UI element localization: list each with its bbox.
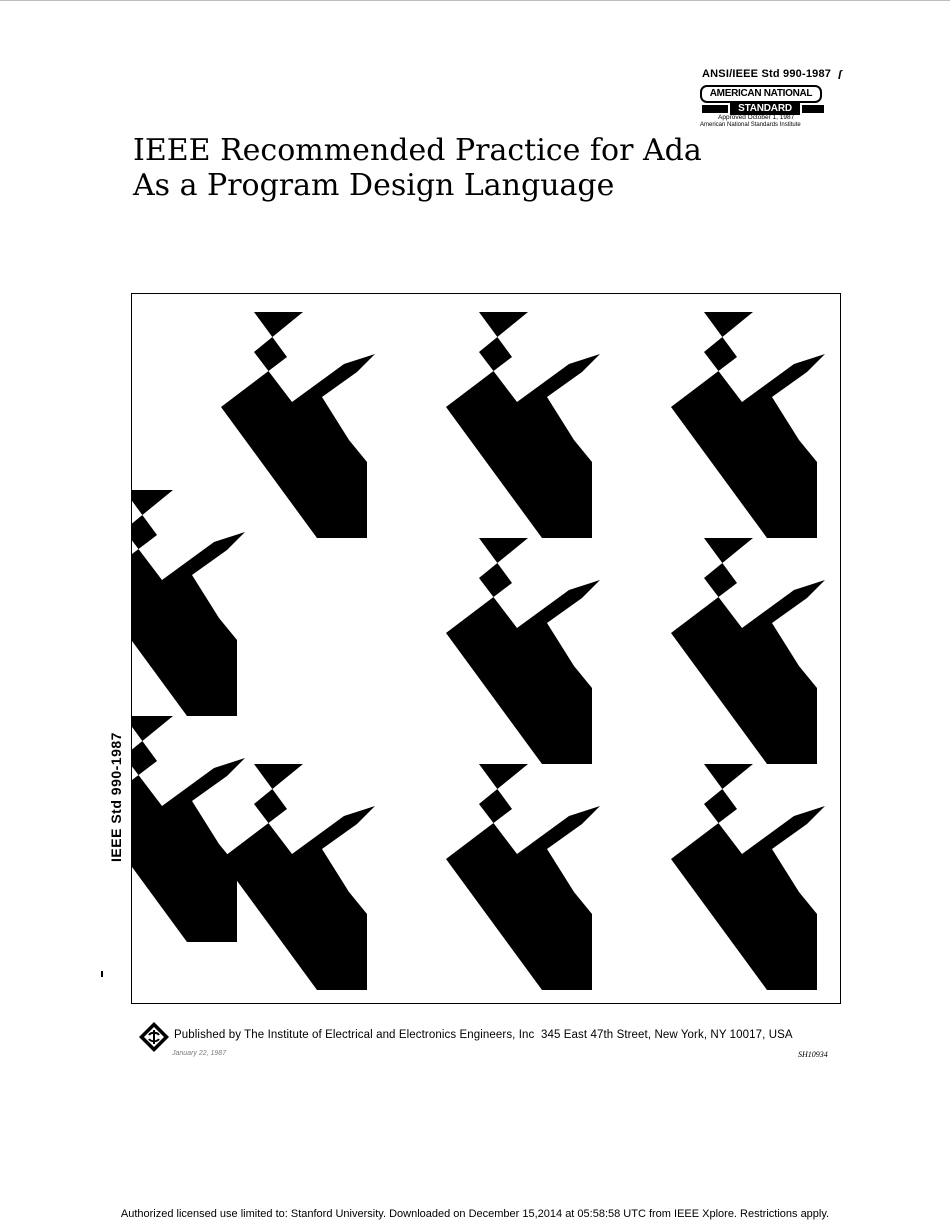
publisher-address: 345 East 47th Street, New York, NY 10017, USA	[541, 1029, 793, 1041]
spine-text: IEEE Std 990-1987	[108, 732, 124, 862]
title-line1: IEEE Recommended Practice for Ada	[133, 133, 702, 168]
top-rule	[0, 0, 950, 1]
ansi-institute: American National Standards Institute	[700, 122, 801, 128]
tick-mark: ſ	[838, 68, 842, 82]
ieee-diamond-logo-icon	[138, 1021, 170, 1053]
badge-bar-right	[802, 105, 824, 113]
badge-bar-left	[702, 105, 728, 113]
american-national-standard-badge	[700, 85, 824, 116]
badge-line2: STANDARD	[730, 103, 800, 115]
stray-mark	[101, 971, 103, 977]
badge-line1: AMERICAN NATIONAL	[700, 85, 822, 103]
title-line2: As a Program Design Language	[133, 168, 615, 203]
houndstooth-pattern-icon	[132, 294, 840, 1003]
publisher-label: Published by	[174, 1029, 242, 1041]
publisher-organization: The Institute of Electrical and Electronics Engineers, Inc	[244, 1029, 535, 1041]
date-stamp: January 22, 1987	[172, 1050, 227, 1057]
standard-number: ANSI/IEEE Std 990-1987	[702, 68, 832, 80]
approval-date: Approved October 1, 1987	[718, 114, 795, 121]
document-code: SH10934	[798, 1050, 828, 1059]
houndstooth-tile	[446, 538, 600, 764]
publisher-line	[174, 1029, 793, 1041]
document-title	[133, 133, 702, 203]
cover-art	[131, 293, 841, 1004]
license-notice: Authorized licensed use limited to: Stanford University. Downloaded on December 15,2014 at 05:58:58 UTC from IEEE Xplore. Restrictions apply.	[120, 1208, 830, 1220]
